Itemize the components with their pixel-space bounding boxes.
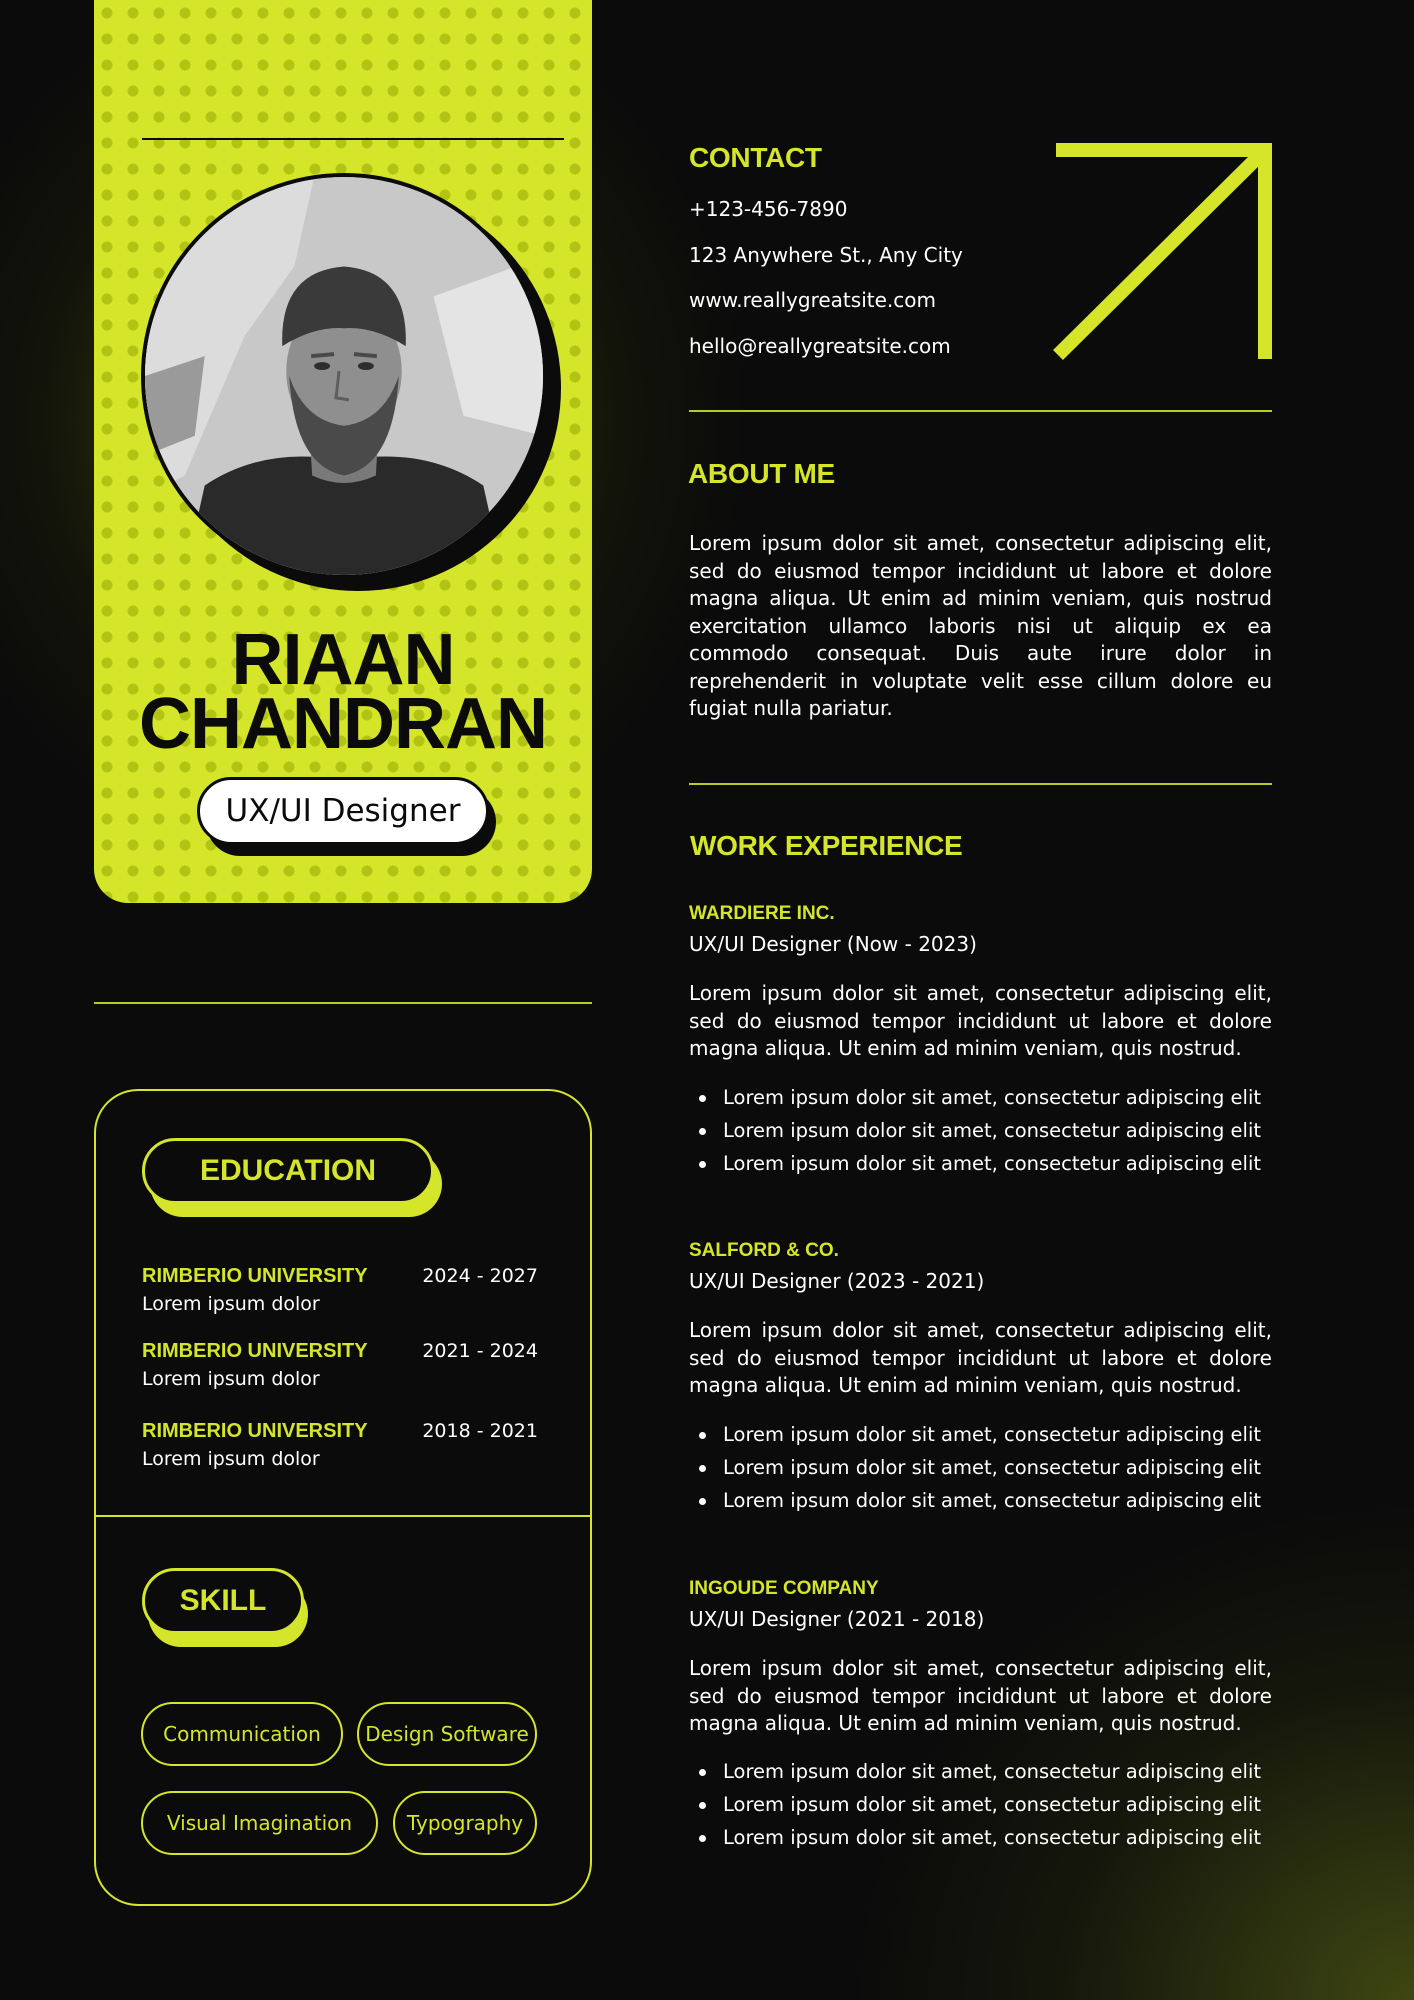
contact-address: 123 Anywhere St., Any City: [689, 243, 963, 267]
job-company: SALFORD & CO.: [689, 1240, 839, 1261]
first-name: RIAAN: [231, 620, 455, 700]
education-desc: Lorem ipsum dolor: [142, 1293, 320, 1315]
contact-email[interactable]: hello@reallygreatsite.com: [689, 334, 951, 358]
contact-website[interactable]: www.reallygreatsite.com: [689, 288, 936, 312]
education-item: [142, 1420, 538, 1476]
job-description: Lorem ipsum dolor sit amet, consectetur adipiscing elit, sed do eiusmod tempor incididunt ut labore et dolore magna aliqua. Ut enim ad minim veniam, quis nostrud.: [689, 981, 1272, 1060]
bullet-item: Lorem ipsum dolor sit amet, consectetur adipiscing elit: [689, 1793, 1289, 1826]
job-role: UX/UI Designer (2023 - 2021): [689, 1269, 985, 1293]
avatar-portrait: [145, 177, 543, 575]
last-name: CHANDRAN: [139, 684, 547, 764]
education-school: RIMBERIO UNIVERSITY: [142, 1265, 368, 1287]
avatar: [141, 173, 547, 579]
education-years: 2018 - 2021: [422, 1420, 538, 1442]
about-heading: ABOUT ME: [688, 458, 835, 489]
section-divider: [689, 410, 1272, 412]
profile-name: [94, 620, 592, 764]
section-divider: [689, 783, 1272, 785]
bullet-item: Lorem ipsum dolor sit amet, consectetur adipiscing elit: [689, 1760, 1289, 1793]
job-description: Lorem ipsum dolor sit amet, consectetur adipiscing elit, sed do eiusmod tempor incididunt ut labore et dolore magna aliqua. Ut enim ad minim veniam, quis nostrud.: [689, 1656, 1272, 1735]
bullet-item: Lorem ipsum dolor sit amet, consectetur adipiscing elit: [689, 1826, 1289, 1859]
about-text: Lorem ipsum dolor sit amet, consectetur adipiscing elit, sed do eiusmod tempor incididunt ut labore et dolore magna aliqua. Ut enim ad minim veniam, quis nostrud exercitation ullamco laboris nisi ut aliquip ex ea commodo consequat. Duis aute irure dolor in reprehenderit in voluptate velit esse cillum dolore eu fugiat nulla pariatur.: [689, 531, 1272, 720]
job-bullets: [689, 1760, 1289, 1859]
bullet-item: Lorem ipsum dolor sit amet, consectetur adipiscing elit: [689, 1086, 1289, 1119]
arrow-up-right-icon: [1052, 143, 1272, 361]
skill-chip: Design Software: [357, 1702, 537, 1766]
bullet-item: Lorem ipsum dolor sit amet, consectetur adipiscing elit: [689, 1119, 1289, 1152]
skill-chip: Typography: [393, 1791, 537, 1855]
education-years: 2021 - 2024: [422, 1340, 538, 1362]
work-heading: WORK EXPERIENCE: [690, 830, 963, 861]
skill-chip: Visual Imagination: [141, 1791, 378, 1855]
bullet-item: Lorem ipsum dolor sit amet, consectetur adipiscing elit: [689, 1152, 1289, 1185]
job-company: INGOUDE COMPANY: [689, 1578, 879, 1599]
job-description: Lorem ipsum dolor sit amet, consectetur adipiscing elit, sed do eiusmod tempor incididunt ut labore et dolore magna aliqua. Ut enim ad minim veniam, quis nostrud.: [689, 1318, 1272, 1397]
job-bullets: [689, 1086, 1289, 1185]
panel-divider: [94, 1515, 592, 1517]
education-item: [142, 1265, 538, 1321]
education-years: 2024 - 2027: [422, 1265, 538, 1287]
skill-chip: Communication: [141, 1702, 343, 1766]
job-company: WARDIERE INC.: [689, 903, 835, 924]
education-desc: Lorem ipsum dolor: [142, 1368, 320, 1390]
bullet-item: Lorem ipsum dolor sit amet, consectetur adipiscing elit: [689, 1489, 1289, 1522]
bullet-item: Lorem ipsum dolor sit amet, consectetur adipiscing elit: [689, 1423, 1289, 1456]
education-school: RIMBERIO UNIVERSITY: [142, 1420, 368, 1442]
left-divider: [94, 1002, 592, 1004]
education-desc: Lorem ipsum dolor: [142, 1448, 320, 1470]
education-school: RIMBERIO UNIVERSITY: [142, 1340, 368, 1362]
education-heading: EDUCATION: [142, 1138, 434, 1204]
contact-heading: CONTACT: [689, 142, 822, 173]
education-item: [142, 1340, 538, 1396]
contact-phone: +123-456-7890: [689, 197, 848, 221]
bullet-item: Lorem ipsum dolor sit amet, consectetur adipiscing elit: [689, 1456, 1289, 1489]
role-badge: UX/UI Designer: [197, 777, 489, 845]
profile-divider: [142, 138, 564, 140]
skill-heading: SKILL: [142, 1568, 304, 1634]
job-role: UX/UI Designer (2021 - 2018): [689, 1607, 985, 1631]
job-role: UX/UI Designer (Now - 2023): [689, 932, 977, 956]
job-bullets: [689, 1423, 1289, 1522]
